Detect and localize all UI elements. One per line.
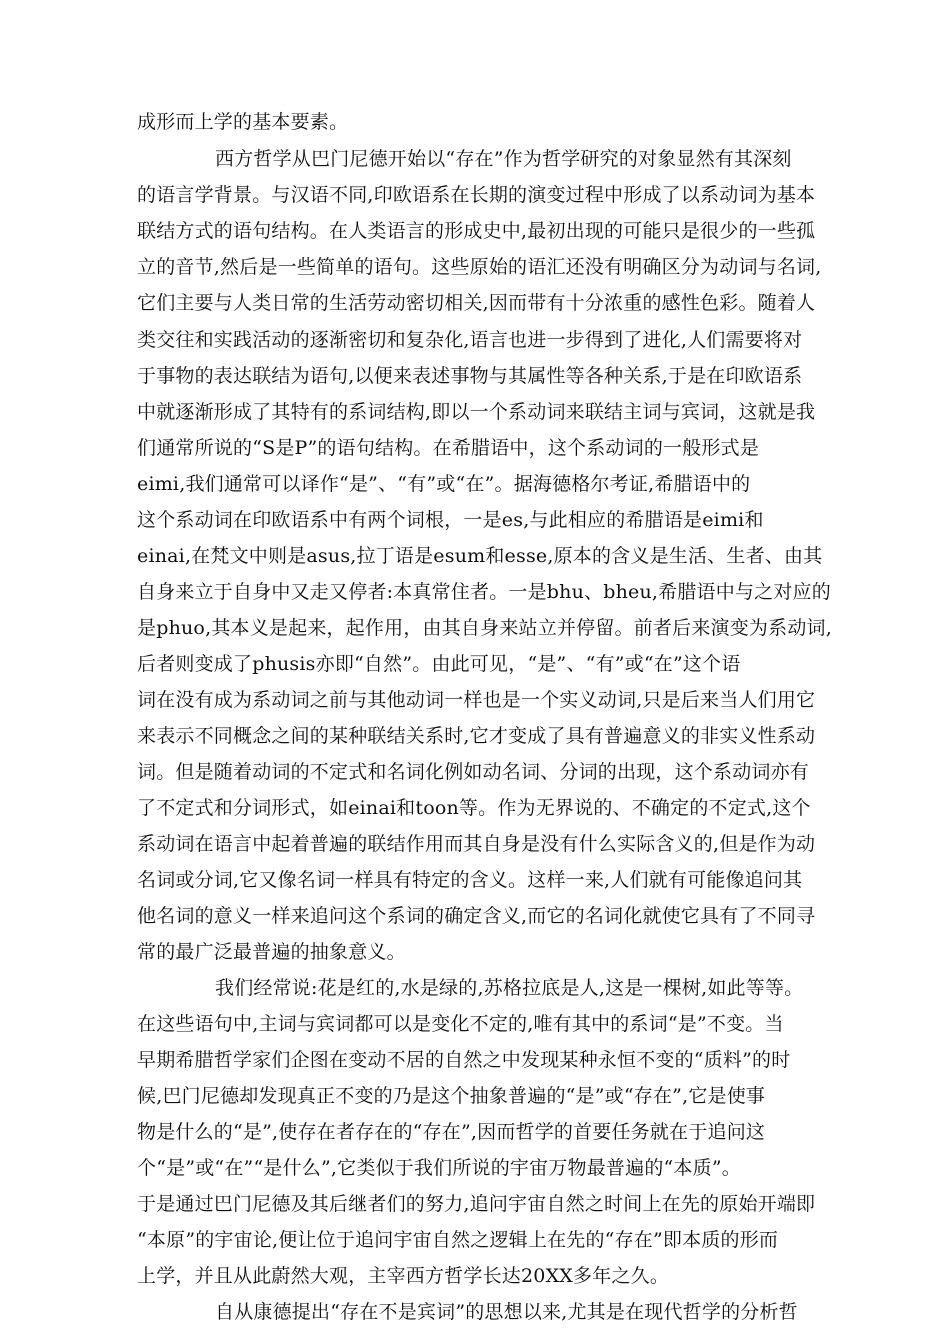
text-line: “本原”的宇宙论,便让位于追问宇宙自然之逻辑上在先的“存在”即本质的形而 bbox=[137, 1229, 779, 1251]
text-line: 后者则变成了phusis亦即“自然”。由此可见，“是”、“有”或“在”这个语 bbox=[137, 653, 741, 675]
text-line: 了不定式和分词形式，如einai和toon等。作为无界说的、不确定的不定式,这个 bbox=[137, 797, 811, 819]
paragraph-first-line: 西方哲学从巴门尼德开始以“存在”作为哲学研究的对象显然有其深刻 bbox=[215, 148, 792, 170]
text-line: 词。但是随着动词的不定式和名词化例如动名词、分词的出现，这个系动词亦有 bbox=[137, 761, 810, 783]
text-line: 系动词在语言中起着普遍的联结作用而其自身是没有什么实际含义的,但是作为动 bbox=[137, 833, 816, 855]
text-line: 它们主要与人类日常的生活劳动密切相关,因而带有十分浓重的感性色彩。随着人 bbox=[137, 292, 816, 314]
text-line: einai,在梵文中则是asus,拉丁语是esum和esse,原本的含义是生活、生者、由其 bbox=[137, 545, 823, 567]
text-line: 于事物的表达联结为语句,以便来表述事物与其属性等各种关系,于是在印欧语系 bbox=[137, 365, 803, 387]
text-line: 这个系动词在印欧语系中有两个词根，一是es,与此相应的希腊语是eimi和 bbox=[137, 509, 764, 531]
text-line: 来表示不同概念之间的某种联结关系时,它才变成了具有普遍意义的非实义性系动 bbox=[137, 725, 816, 747]
text-line: 成形而上学的基本要素。 bbox=[137, 111, 349, 133]
text-line: 类交往和实践活动的逐渐密切和复杂化,语言也进一步得到了进化,人们需要将对 bbox=[137, 329, 803, 351]
text-line: 于是通过巴门尼德及其后继者们的努力,追问宇宙自然之时间上在先的原始开端即 bbox=[137, 1193, 816, 1215]
text-line: 常的最广泛最普遍的抽象意义。 bbox=[137, 941, 406, 963]
text-line: 词在没有成为系动词之前与其他动词一样也是一个实义动词,只是后来当人们用它 bbox=[137, 689, 816, 711]
text-line: 中就逐渐形成了其特有的系词结构,即以一个系动词来联结主词与宾词，这就是我 bbox=[137, 401, 816, 423]
paragraph-first-line: 我们经常说:花是红的,水是绿的,苏格拉底是人,这是一棵树,如此等等。 bbox=[215, 977, 804, 999]
text-line: 上学，并且从此蔚然大观，主宰西方哲学长达20XX多年之久。 bbox=[137, 1265, 670, 1287]
text-line: 自身来立于自身中又走又停者:本真常住者。一是bhu、bheu,希腊语中与之对应的 bbox=[137, 581, 831, 603]
text-line: 联结方式的语句结构。在人类语言的形成史中,最初出现的可能只是很少的一些孤 bbox=[137, 220, 816, 242]
text-line: 是phuo,其本义是起来，起作用，由其自身来站立并停留。前者后来演变为系动词, bbox=[137, 617, 832, 639]
paragraph-first-line: 自从康德提出“存在不是宾词”的思想以来,尤其是在现代哲学的分析哲 bbox=[215, 1301, 798, 1323]
text-line: 的语言学背景。与汉语不同,印欧语系在长期的演变过程中形成了以系动词为基本 bbox=[137, 184, 816, 206]
text-line: 立的音节,然后是一些简单的语句。这些原始的语汇还没有明确区分为动词与名词, bbox=[137, 256, 822, 278]
text-line: 在这些语句中,主词与宾词都可以是变化不定的,唯有其中的系词“是”不变。当 bbox=[137, 1013, 784, 1035]
text-line: 物是什么的“是”,使存在者存在的“存在”,因而哲学的首要任务就在于追问这 bbox=[137, 1121, 766, 1143]
text-line: 个“是”或“在”“是什么”,它类似于我们所说的宇宙万物最普遍的“本质”。 bbox=[137, 1157, 741, 1179]
text-line: 他名词的意义一样来追问这个系词的确定含义,而它的名词化就使它具有了不同寻 bbox=[137, 905, 816, 927]
text-line: 名词或分词,它又像名词一样具有特定的含义。这样一来,人们就有可能像追问其 bbox=[137, 869, 803, 891]
text-line: 们通常所说的“S是P”的语句结构。在希腊语中，这个系动词的一般形式是 bbox=[137, 437, 760, 459]
text-line: 候,巴门尼德却发现真正不变的乃是这个抽象普遍的“是”或“存在”,它是使事 bbox=[137, 1085, 766, 1107]
text-line: 早期希腊哲学家们企图在变动不居的自然之中发现某种永恒不变的“质料”的时 bbox=[137, 1049, 791, 1071]
text-line: eimi,我们通常可以译作“是”、“有”或“在”。据海德格尔考证,希腊语中的 bbox=[137, 473, 751, 495]
